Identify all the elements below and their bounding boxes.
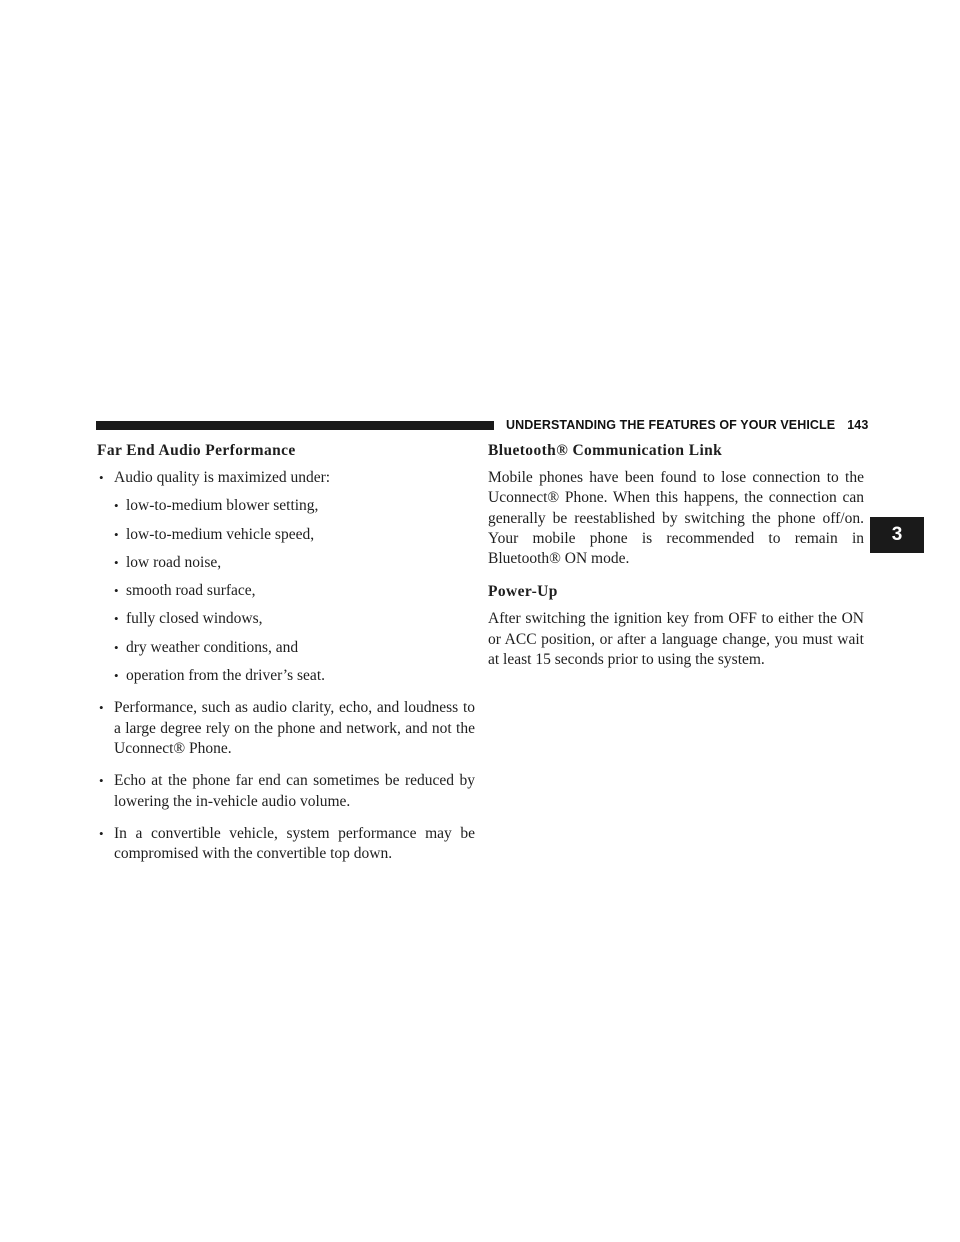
list-item xyxy=(97,698,475,759)
list-item-text: operation from the driver’s seat. xyxy=(126,667,325,685)
bullet-icon: • xyxy=(99,470,104,485)
right-column xyxy=(488,440,864,670)
section-bluetooth-link xyxy=(488,440,864,569)
bullet-icon: • xyxy=(114,554,119,570)
bullet-icon: • xyxy=(114,583,119,599)
list-item-text: fully closed windows, xyxy=(126,610,263,628)
heading-bluetooth-link: Bluetooth® Communication Link xyxy=(488,442,723,459)
list-item xyxy=(97,468,475,686)
list-item xyxy=(114,609,475,629)
section-power-up xyxy=(488,581,864,670)
left-column xyxy=(97,440,475,876)
list-item-text: Performance, such as audio clarity, echo, and loudness to a large degree rely on the phone and network, and not the Uconnect® Phone. xyxy=(114,699,475,757)
list-item-text: smooth road surface, xyxy=(126,582,256,600)
list-item xyxy=(114,666,475,686)
list-item xyxy=(114,581,475,601)
audio-bullet-list xyxy=(97,468,475,864)
paragraph-bluetooth-link: Mobile phones have been found to lose connection to the Uconnect® Phone. When this happens, the connection can generally be reestablished by switching the phone off/on. Your mobile phone is recommended to remain in Bluetooth® ON mode. xyxy=(488,469,864,568)
bullet-icon: • xyxy=(114,611,119,627)
list-item-text: low-to-medium blower setting, xyxy=(126,497,319,515)
chapter-tab: 3 xyxy=(870,517,924,553)
page-number: 143 xyxy=(847,418,869,432)
bullet-icon: • xyxy=(114,498,119,514)
sub-bullet-list xyxy=(114,496,475,686)
bullet-icon: • xyxy=(114,526,119,542)
bullet-icon: • xyxy=(99,773,104,789)
list-item-text: Echo at the phone far end can sometimes be reduced by lowering the in-vehicle audio volume. xyxy=(114,772,475,810)
list-item xyxy=(114,553,475,573)
section-title: UNDERSTANDING THE FEATURES OF YOUR VEHICLE xyxy=(506,418,836,432)
list-item-text: low-to-medium vehicle speed, xyxy=(126,525,315,543)
bullet-icon: • xyxy=(99,825,104,841)
list-item-text: low road noise, xyxy=(126,553,222,571)
list-item-text: Audio quality is maximized under: xyxy=(114,469,331,486)
list-item-text: In a convertible vehicle, system performance may be compromised with the convertible top down. xyxy=(114,824,475,863)
heading-power-up: Power-Up xyxy=(488,583,558,601)
bullet-icon: • xyxy=(114,639,119,655)
heading-far-end-audio: Far End Audio Performance xyxy=(97,442,296,459)
list-item xyxy=(114,525,475,545)
running-header xyxy=(506,418,869,432)
list-item xyxy=(97,771,475,812)
list-item xyxy=(114,496,475,516)
list-item xyxy=(114,638,475,658)
list-item-text: dry weather conditions, and xyxy=(126,638,299,656)
header-rule xyxy=(96,421,494,430)
list-item xyxy=(97,824,475,865)
bullet-icon: • xyxy=(114,668,119,684)
paragraph-power-up: After switching the ignition key from OFF to either the ON or ACC position, or after a language change, you must wait at least 15 seconds prior to using the system. xyxy=(488,610,864,669)
bullet-icon: • xyxy=(99,700,104,716)
